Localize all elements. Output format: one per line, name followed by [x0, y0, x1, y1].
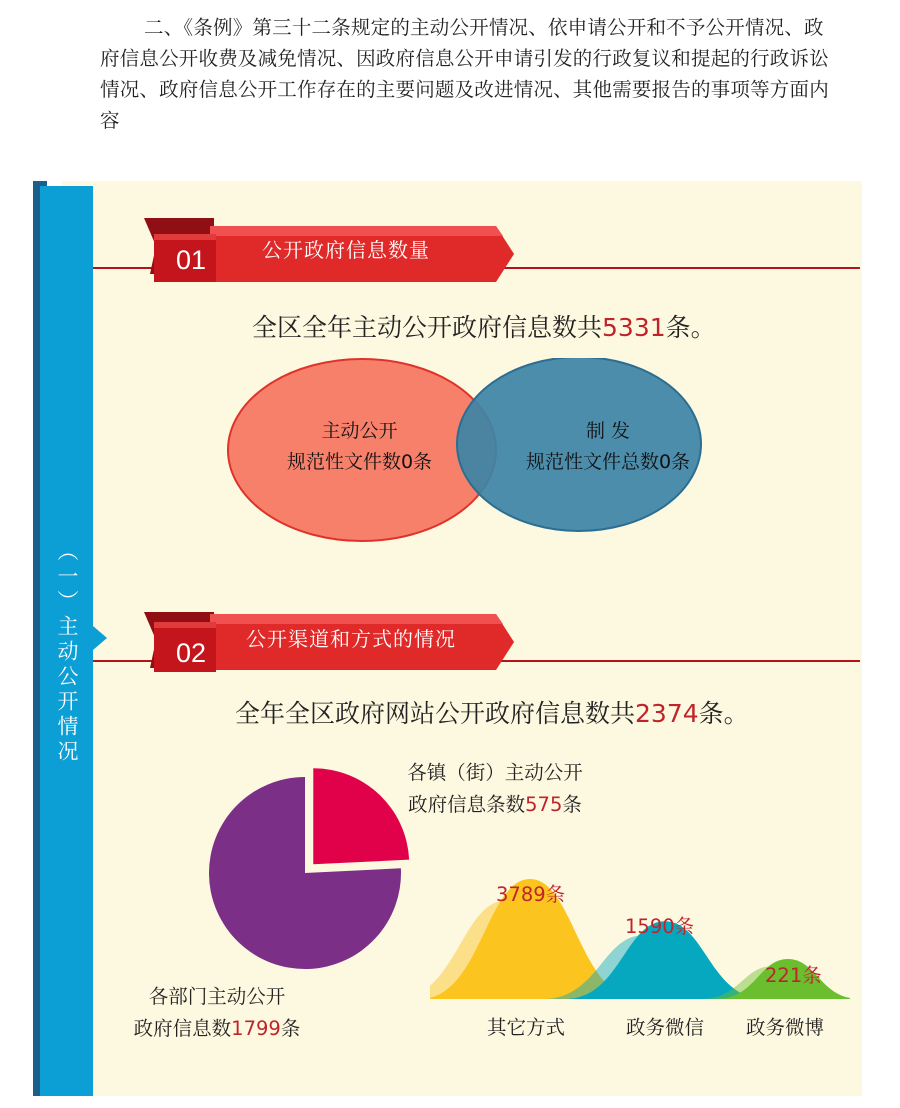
hill-value-other: 3789条: [496, 883, 566, 906]
hill-label-other: 其它方式: [487, 1016, 566, 1039]
section1-headline-value: 5331: [602, 313, 666, 342]
section1-title: 公开政府信息数量: [262, 238, 430, 262]
section1-headline: [252, 308, 716, 344]
venn-right-line2: 规范性文件总数0条: [525, 451, 691, 473]
venn-left-line1: 主动公开: [321, 420, 398, 442]
hill-label-wechat: 政务微信: [626, 1016, 705, 1039]
pie-label-towns-line1: 各镇（街）主动公开: [407, 761, 583, 784]
pie-chart: [205, 765, 420, 980]
section1-headline-prefix: 全区全年主动公开政府信息数共: [252, 313, 603, 342]
section2-title: 公开渠道和方式的情况: [246, 627, 456, 651]
pie-label-departments-prefix: 政府信息数: [133, 1017, 232, 1040]
section1-banner: [140, 212, 520, 282]
section2-number: 02: [176, 638, 207, 668]
venn-right-line1: 制 发: [585, 420, 631, 442]
section2-banner: [140, 606, 520, 676]
pie-label-towns-suffix: 条: [562, 793, 582, 816]
sidebar-label: （一）主动公开情况: [55, 540, 79, 765]
pie-label-departments-line2: [117, 1013, 317, 1045]
venn-right-label: [508, 416, 708, 478]
section2-headline-prefix: 全年全区政府网站公开政府信息数共: [235, 699, 636, 728]
pie-label-towns-line2: [395, 789, 595, 821]
hill-label-weibo: 政务微博: [746, 1016, 825, 1039]
section1-headline-suffix: 条。: [665, 313, 716, 342]
pie-label-departments-value: 1799: [231, 1017, 281, 1040]
pie-label-departments: [117, 981, 317, 1045]
venn-left-label: [262, 416, 457, 478]
section2-headline: [235, 694, 749, 730]
pie-label-towns: [395, 757, 595, 821]
section2-headline-suffix: 条。: [698, 699, 749, 728]
pie-label-departments-suffix: 条: [280, 1017, 301, 1040]
section1-number: 01: [176, 245, 207, 275]
intro-paragraph: 二、《条例》第三十二条规定的主动公开情况、依申请公开和不予公开情况、政府信息公开收费及减免情况、因政府信息公开申请引发的行政复议和提起的行政诉讼情况、政府信息公开工作存在的主要问题及改进情况、其他需要报告的事项等方面内容: [100, 16, 829, 132]
sidebar-pointer: [93, 626, 107, 650]
hill-value-wechat: 1590条: [625, 915, 695, 938]
section2-headline-value: 2374: [635, 699, 699, 728]
pie-label-towns-value: 575: [525, 793, 563, 816]
pie-label-departments-line1: 各部门主动公开: [148, 985, 286, 1008]
venn-left-line2: 规范性文件数0条: [286, 451, 433, 473]
pie-label-towns-prefix: 政府信息条数: [408, 793, 526, 816]
hill-value-weibo: 221条: [765, 964, 822, 987]
